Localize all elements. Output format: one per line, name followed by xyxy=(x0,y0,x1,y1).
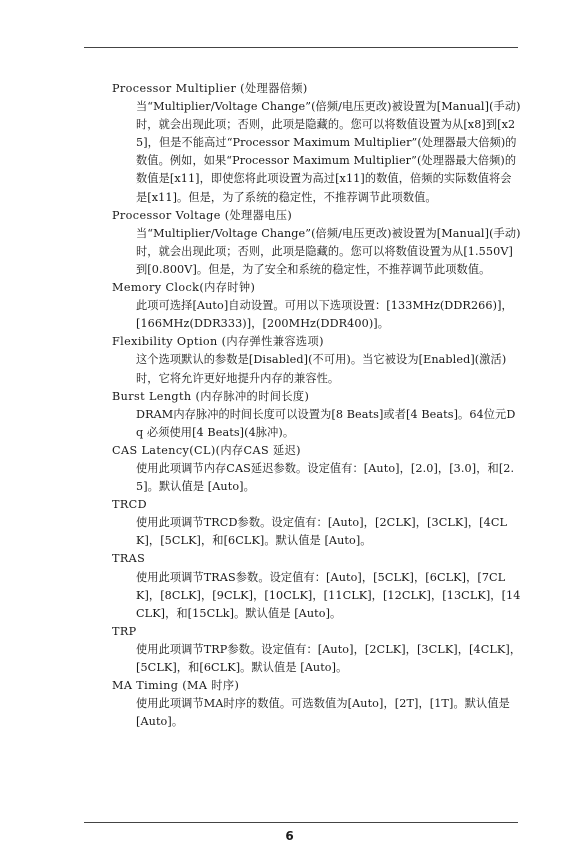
section-processor-voltage xyxy=(112,207,522,279)
section-title: MA Timing (MA 时序) xyxy=(112,679,240,693)
section-title: Flexibility Option (内存弹性兼容选项) xyxy=(112,335,324,349)
section-title: Processor Multiplier (处理器倍频) xyxy=(112,82,308,95)
section-memory-clock xyxy=(112,279,522,333)
section-description: 使用此项调节TRP参数。设定值有：[Auto]，[2CLK]，[3CLK]，[4CLK]，[5CLK]，和[6CLK]。默认值是 [Auto]。 xyxy=(136,642,522,674)
section-description: 此项可选择[Auto]自动设置。可用以下选项设置：[133MHz(DDR266)]，[166MHz(DDR333)]，[200MHz(DDR400)]。 xyxy=(136,299,513,331)
section-burst-length xyxy=(112,388,522,442)
section-title: Processor Voltage (处理器电压) xyxy=(112,208,293,222)
section-trp xyxy=(112,623,522,677)
section-title: Memory Clock(内存时钟) xyxy=(112,281,256,295)
bios-settings-content xyxy=(112,80,522,731)
section-title: TRP xyxy=(112,624,137,638)
section-tras xyxy=(112,550,522,622)
section-cas-latency xyxy=(112,442,522,496)
section-description: 当“Multiplier/Voltage Change”(倍频/电压更改)被设置为[Manual](手动)时，就会出现此项；否则，此项是隐藏的。您可以将数值设置为从[x8]到[x25]，但是不能高过“Processor Maximum Multiplier”(处理器最大倍频)的数值。例如，如果“Processor Maximum Multiplier”(处理器最大倍频)的数值是[x11]，即使您将此项设置为高过[x11]的数值，倍频的实际数值将会是[x11]。但是，为了系统的稳定性，不推荐调节此项数值。 xyxy=(136,100,521,204)
section-description: 这个选项默认的参数是[Disabled](不可用)。当它被设为[Enabled](激活)时，它将允许更好地提升内存的兼容性。 xyxy=(136,353,507,385)
section-description: DRAM内存脉冲的时间长度可以设置为[8 Beats]或者[4 Beats]。64位元Dq 必须使用[4 Beats](4脉冲)。 xyxy=(136,407,516,439)
section-ma-timing xyxy=(112,677,522,731)
footer-rule xyxy=(84,822,518,823)
section-description: 使用此项调节MA时序的数值。可选数值为[Auto]，[2T]，[1T]。默认值是 [Auto]。 xyxy=(136,697,510,729)
section-description: 使用此项调节TRCD参数。设定值有：[Auto]，[2CLK]，[3CLK]，[4CLK]，[5CLK]，和[6CLK]。默认值是 [Auto]。 xyxy=(136,516,508,548)
page-number: 6 xyxy=(285,829,294,843)
section-title: TRCD xyxy=(112,498,148,512)
header-rule xyxy=(84,47,518,48)
section-flexibility-option xyxy=(112,333,522,387)
section-description: 当“Multiplier/Voltage Change”(倍频/电压更改)被设置为[Manual](手动)时，就会出现此项；否则，此项是隐藏的。您可以将数值设置为从[1.550V] 到[0.800V]。但是，为了安全和系统的稳定性，不推荐调节此项数值。 xyxy=(136,226,521,276)
section-description: 使用此项调节TRAS参数。设定值有：[Auto]，[5CLK]，[6CLK]，[7CLK]，[8CLK]，[9CLK]，[10CLK]，[11CLK]，[12CLK]，[13CLK]，[14CLK]，和[15CLk]。默认值是 [Auto]。 xyxy=(136,570,521,620)
section-title: CAS Latency(CL)(内存CAS 延迟) xyxy=(112,443,301,457)
section-description: 使用此项调节内存CAS延迟参数。设定值有：[Auto]，[2.0]，[3.0]，和[2.5]。默认值是 [Auto]。 xyxy=(136,461,515,494)
section-trcd xyxy=(112,496,522,550)
section-title: TRAS xyxy=(112,552,146,566)
section-processor-multiplier xyxy=(112,80,522,207)
section-title: Burst Length (内存脉冲的时间长度) xyxy=(112,389,310,403)
